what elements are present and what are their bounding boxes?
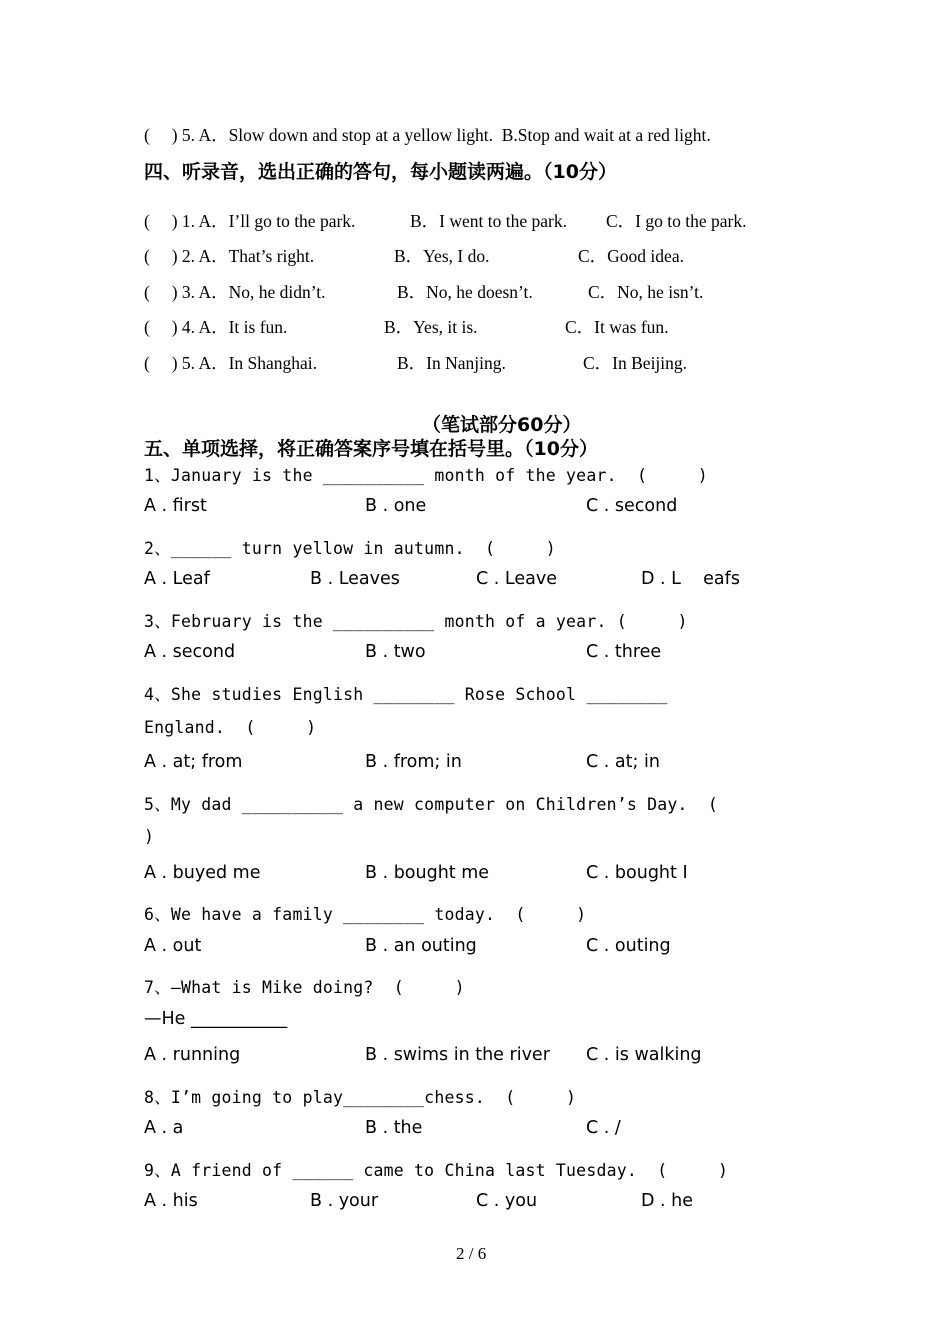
s4-item1-c: C．I go to the park.	[606, 211, 747, 231]
q4-option-b: B . from; in	[365, 752, 462, 772]
q6-option-a: A . out	[144, 936, 202, 956]
q8-stem: 8、I’m going to play________chess. ( )	[144, 1088, 577, 1107]
q3-stem: 3、February is the __________ month of a year. ( )	[144, 612, 688, 631]
q8-option-c: C . /	[586, 1118, 621, 1138]
q5-stem: 5、My dad __________ a new computer on Children’s Day. (	[144, 795, 719, 814]
q2-stem: 2、______ turn yellow in autumn. ( )	[144, 539, 556, 558]
q5-stem-cont: )	[144, 827, 155, 846]
s4-item1-b: B．I went to the park.	[410, 211, 567, 231]
q7-response-line: —He ___________	[144, 1009, 288, 1029]
s4-item3-b: B．No, he doesn’t.	[397, 282, 533, 302]
s4-item2-a: ( ) 2. A．That’s right.	[144, 246, 315, 266]
section5-heading: 五、单项选择，将正确答案序号填在括号里。（10分）	[144, 438, 598, 460]
s4-item4-a: ( ) 4. A．It is fun.	[144, 317, 288, 337]
q3-option-a: A . second	[144, 642, 236, 662]
q1-stem: 1、January is the __________ month of the year. ( )	[144, 466, 708, 485]
q7-option-c: C . is walking	[586, 1045, 702, 1065]
section4-heading: 四、听录音，选出正确的答句，每小题读两遍。（10分）	[144, 161, 617, 183]
q1-option-b: B . one	[365, 496, 427, 516]
s4-item5-a: ( ) 5. A．In Shanghai.	[144, 353, 318, 373]
q2-option-b: B . Leaves	[310, 569, 400, 589]
listening-q5-carryover: ( ) 5. A．Slow down and stop at a yellow light. B.Stop and wait at a red light.	[144, 125, 711, 145]
s4-item3-a: ( ) 3. A．No, he didn’t.	[144, 282, 326, 302]
q9-stem: 9、A friend of ______ came to China last Tuesday. ( )	[144, 1161, 729, 1180]
written-part-title: （笔试部分60分）	[422, 414, 582, 436]
q5-option-c: C . bought I	[586, 863, 688, 883]
q3-option-c: C . three	[586, 642, 662, 662]
q8-option-b: B . the	[365, 1118, 423, 1138]
q3-option-b: B . two	[365, 642, 426, 662]
s4-item1-a: ( ) 1. A．I’ll go to the park.	[144, 211, 356, 231]
q8-option-a: A . a	[144, 1118, 184, 1138]
q7-option-b: B . swims in the river	[365, 1045, 550, 1065]
q1-option-a: A . first	[144, 496, 207, 516]
q2-option-a: A . Leaf	[144, 569, 210, 589]
s4-item5-c: C．In Beijing.	[583, 353, 688, 373]
q6-stem: 6、We have a family ________ today. ( )	[144, 905, 587, 924]
q2-option-d: D . L eafs	[641, 569, 740, 589]
q2-option-c: C . Leave	[476, 569, 557, 589]
s4-item3-c: C．No, he isn’t.	[588, 282, 704, 302]
q4-option-c: C . at; in	[586, 752, 660, 772]
q7-stem: 7、—What is Mike doing? ( )	[144, 978, 465, 997]
q6-option-c: C . outing	[586, 936, 671, 956]
s4-item4-c: C．It was fun.	[565, 317, 669, 337]
s4-item2-b: B．Yes, I do.	[394, 246, 490, 266]
q9-option-d: D . he	[641, 1191, 694, 1211]
q5-option-b: B . bought me	[365, 863, 490, 883]
q4-option-a: A . at; from	[144, 752, 243, 772]
q7-option-a: A . running	[144, 1045, 241, 1065]
q9-option-b: B . your	[310, 1191, 379, 1211]
q5-option-a: A . buyed me	[144, 863, 261, 883]
s4-item2-c: C．Good idea.	[578, 246, 684, 266]
q4-stem-cont: England. ( )	[144, 718, 317, 737]
q4-stem: 4、She studies English ________ Rose School ________	[144, 685, 668, 704]
page-number: 2 / 6	[456, 1244, 487, 1263]
q6-option-b: B . an outing	[365, 936, 477, 956]
s4-item5-b: B．In Nanjing.	[397, 353, 506, 373]
q9-option-a: A . his	[144, 1191, 198, 1211]
s4-item4-b: B．Yes, it is.	[384, 317, 478, 337]
q9-option-c: C . you	[476, 1191, 538, 1211]
q1-option-c: C . second	[586, 496, 678, 516]
